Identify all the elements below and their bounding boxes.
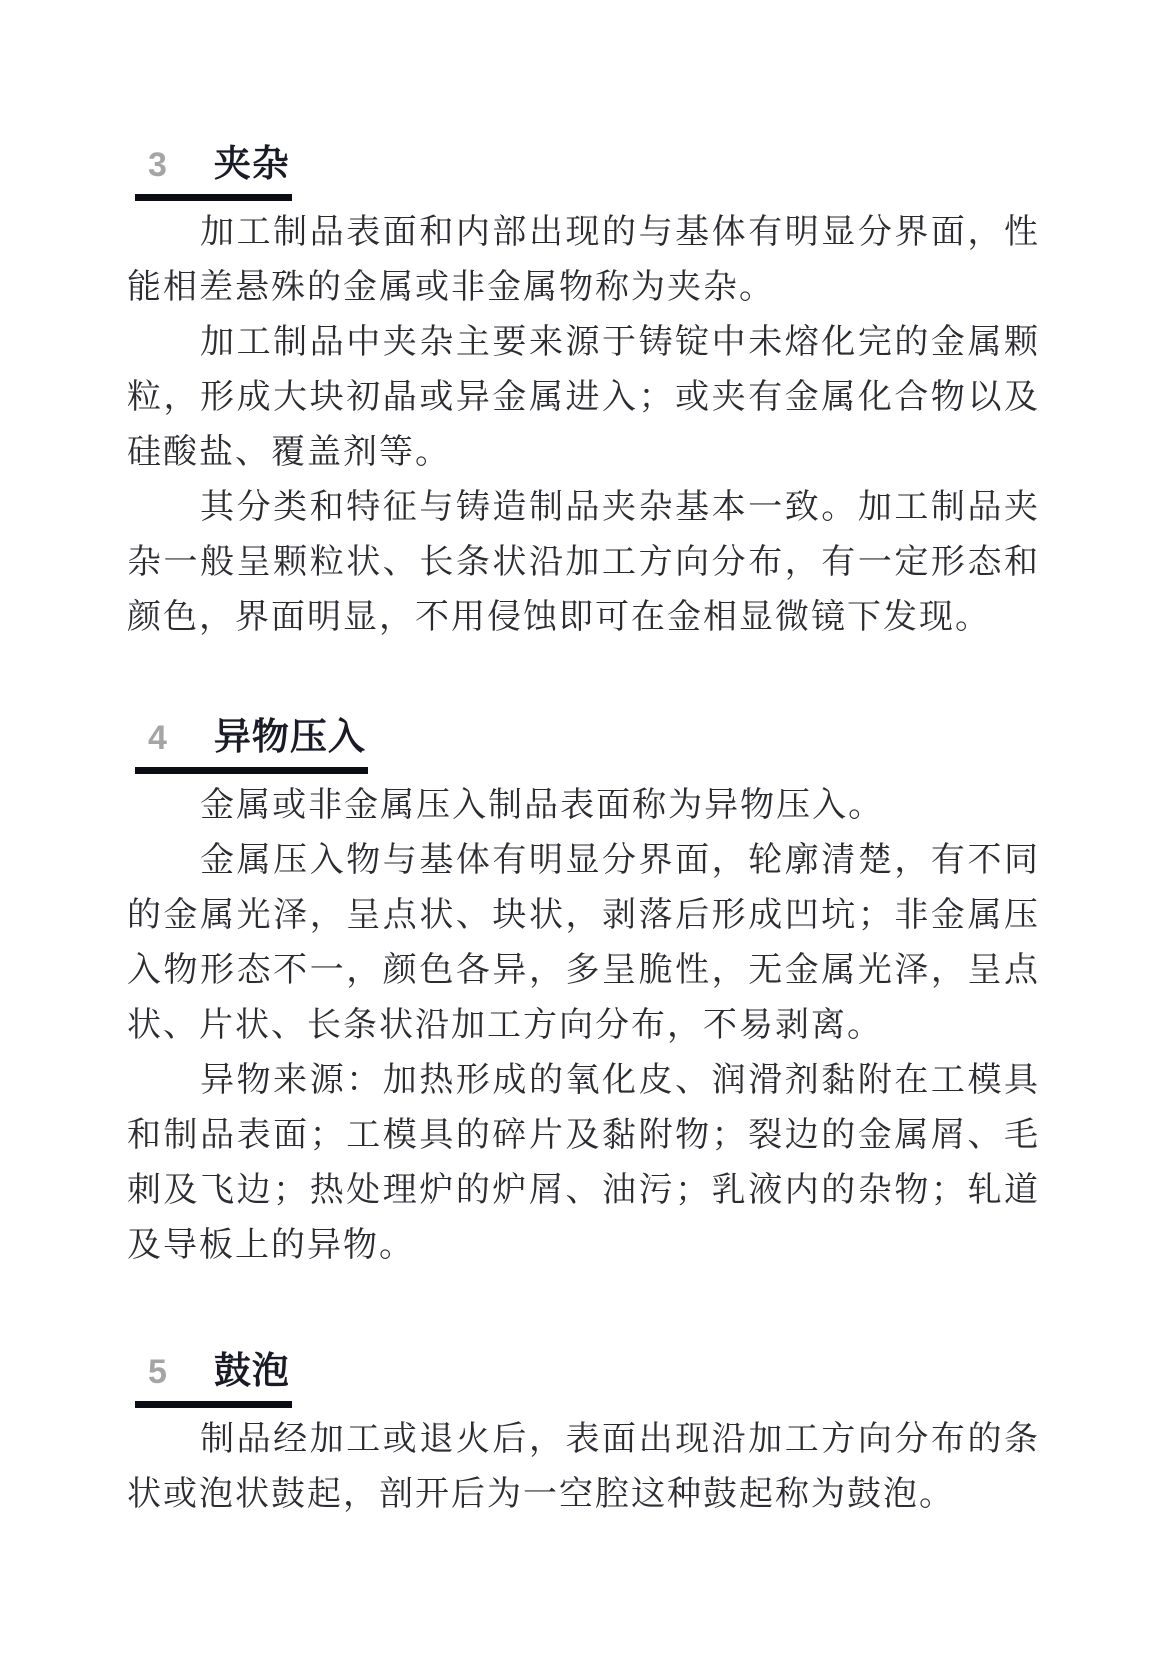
section-body <box>127 778 1040 1273</box>
section-3 <box>127 140 1040 645</box>
section-number: 3 <box>148 146 167 184</box>
paragraph: 加工制品表面和内部出现的与基体有明显分界面，性能相差悬殊的金属或非金属物称为夹杂。 <box>127 214 1040 306</box>
paragraph: 制品经加工或退火后，表面出现沿加工方向分布的条状或泡状鼓起，剖开后为一空腔这种鼓起称为鼓泡。 <box>127 1421 1040 1513</box>
heading-rule <box>135 767 368 774</box>
paragraph: 异物来源：加热形成的氧化皮、润滑剂黏附在工模具和制品表面；工模具的碎片及黏附物；裂边的金属屑、毛刺及飞边；热处理炉的炉屑、油污；乳液内的杂物；轧道及导板上的异物。 <box>127 1062 1040 1264</box>
section-4 <box>127 713 1040 1273</box>
heading-rule <box>135 194 292 201</box>
paragraph: 金属压入物与基体有明显分界面，轮廓清楚，有不同的金属光泽，呈点状、块状，剥落后形成凹坑；非金属压入物形态不一，颜色各异，多呈脆性，无金属光泽，呈点状、片状、长条状沿加工方向分布，不易剥离。 <box>127 842 1040 1044</box>
section-heading <box>135 713 368 774</box>
section-body <box>127 205 1040 645</box>
section-number: 5 <box>148 1353 167 1391</box>
section-5 <box>127 1347 1040 1522</box>
section-heading <box>135 1347 292 1408</box>
heading-rule <box>135 1401 292 1408</box>
section-title: 夹杂 <box>213 143 290 184</box>
section-title: 异物压入 <box>213 716 366 757</box>
section-number: 4 <box>148 719 167 757</box>
paragraph: 其分类和特征与铸造制品夹杂基本一致。加工制品夹杂一般呈颗粒状、长条状沿加工方向分布，有一定形态和颜色，界面明显，不用侵蚀即可在金相显微镜下发现。 <box>127 489 1040 636</box>
section-title: 鼓泡 <box>213 1350 290 1391</box>
paragraph: 加工制品中夹杂主要来源于铸锭中未熔化完的金属颗粒，形成大块初晶或异金属进入；或夹有金属化合物以及硅酸盐、覆盖剂等。 <box>127 324 1040 471</box>
section-heading <box>135 140 292 201</box>
paragraph: 金属或非金属压入制品表面称为异物压入。 <box>200 787 885 824</box>
section-body <box>127 1412 1040 1522</box>
